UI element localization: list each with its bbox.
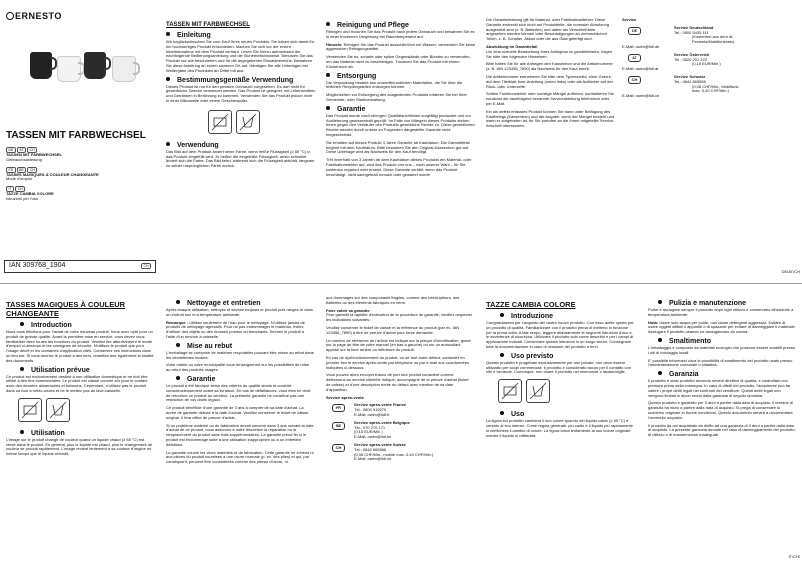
fr-sec-util: Utilisation: [6, 430, 154, 438]
fr-gar-text-2: Ce produit bénéficie d'une garantie de 3 ans à compter de sa date d'achat. La durée de garantie débute à la date d'achat. Veuillez conserver le ticket de caisse original. Il fera office de preuve d'achat.: [166, 405, 309, 420]
it-pul-text-2: Nota: Usare solo acqua per pulire, non usare detergenti aggressivi. Evitare di usare oggetti affilati o appuntiti o di spazzole per evitare di danneggiare il materiale. Asciugare il prodotto usando un asciugamano da cucina.: [648, 319, 796, 335]
de-garantie-text-3: Tritt innerhalb von 3 Jahren ab dem Kaufdatum dieses Produkts ein Material- oder Fabrikationsfehler auf, wird das Produkt von uns – nach unserer Wahl – für Sie kostenlos repariert oder ersetzt. Diese Garantie verfällt, wenn das Produkt beschädigt, nicht sachgemäß benutzt oder gewartet wurde.: [326, 157, 472, 177]
fr-c3-text-6: Vous pouvez alors envoyer franco de port tout produit considéré comme défectueux au service clientèle indiqué, accompagné de la preuve d'achat (ticket de caisse) et d'une description écrite du défaut avec mention de sa date d'apparition.: [326, 372, 469, 392]
flag-at: AT: [628, 54, 641, 62]
cover-items: [6, 147, 156, 202]
de-verwendung-text: Das Bild auf dem Produkt ändert seine Farbe, wenn heiße Flüssigkeit (≥ 55 °C) in das Produkt eingefüllt wird. Je heißer die eingefüllte Flüssigkeit, desto schneller ändert sich die Farbe. Das Bild kehrt, während sich die Flüssigkeit abkühlt, langsam zu seiner ursprünglichen Farbe zurück.: [166, 148, 315, 169]
brand-name: ERNESTO: [15, 11, 62, 21]
fr-service-ch: CH Service après-vente Suisse Tél.: 0842 665566 (0,08 CHF/Min., mobile max. 0,40 CHF/Min.) E-Mail: owim@lidl.ch: [326, 443, 474, 462]
de-reinigung-text-3: Verwenden Sie es, scharfe oder spitze Gegenstände oder Bürsten zu verwenden, um das Material nicht zu beschädigen. Trocknen Sie das Produkt mit einem Küchentuch ab.: [326, 54, 471, 69]
de-einleitung-text: Wir beglückwünschen Sie zum Kauf Ihres neuen Produkts. Sie haben sich damit für ein hochwertiges Produkt entschieden. Machen Sie sich vor der ersten Inbetriebnahme mit dem Produkt vertraut. Lesen Sie hierzu aufmerksam die nachfolgende Bedienungsanleitung und die Sicherheitshinweise. Benutzen Sie das Produkt nur wie beschrieben und für die angegebenen Einsatzbereiche. Bewahren Sie diese Anleitung an einem sicheren Ort auf. Händigen Sie alle Unterlagen bei Weitergabe des Produktes an Dritte mit aus.: [166, 39, 315, 73]
it-sec-prev: Uso previsto: [486, 353, 634, 361]
de-sec-verwendung: Verwendung: [166, 142, 316, 150]
flag-ch: CH: [332, 444, 345, 452]
fr-sec-nett: Nettoyage et entretien: [166, 300, 314, 308]
fr-rebut-text-2: Votre mairie ou votre municipalité vous renseigneront sur les possibilités de mise au rebut des produits usagés.: [166, 362, 309, 373]
de-entsorgung-text-1: Die Verpackung besteht aus umweltfreundlichen Materialien, die Sie über die örtlichen Recyclingstellen entsorgen können.: [326, 79, 463, 90]
de-service-heading: Service: [622, 17, 637, 22]
de-service-at: AT Service Österreich Tel.: 0820 201 222 (0,15 EUR/Min.) E-Mail: owim@lidl.at: [622, 51, 721, 72]
it-col-1: [486, 300, 634, 441]
it-sec-gar: Garanzia: [648, 371, 796, 379]
it-uso-text: La figura sul prodotto cambierà il suo colore quando del liquido caldo (≥ 55 °C) è versato al suo interno. Come regola generale, più caldo è il liquido più rapidamente si verificherà il cambio di colore. La figura torna lentamente al suo colore originale mentre il liquido si raffredda.: [486, 418, 633, 438]
mug-image-black-2: [84, 52, 106, 79]
flag-de: DE: [628, 27, 641, 35]
flag-ch: CH: [27, 147, 37, 153]
it-icons: [486, 379, 634, 405]
flag-be: BE: [332, 422, 345, 430]
it-sec-uso: Uso: [486, 411, 634, 419]
brand-logo: [6, 11, 62, 21]
it-intro-text: Congratulazioni per l'acquisto del vostro nuovo prodotto. Con esso avete optato per un prodotto di qualità. Familiarizzare con il prodotto prima di metterlo in funzione per la prima volta. A tale scopo, leggere attentamente le seguenti istruzioni d'uso e le avvertenze di sicurezza. Utilizzare il prodotto solo come descritto e per i campi di applicazione indicati. Conservare queste istruzioni in un luogo sicuro. Consegnare tutta la documentazione in caso di cessione del prodotto a terzi.: [486, 320, 634, 349]
de-col3-heading: Abwicklung im Garantiefall: [486, 43, 538, 49]
ian-box: [4, 260, 156, 273]
de-footer: DE/AT/CH: [781, 269, 800, 274]
de-entsorgung-text-2: Möglichkeiten zur Entsorgung des ausgedienten Produkts erfahren Sie bei Ihrer Gemeinde- oder Stadtverwaltung.: [326, 92, 467, 102]
fr-c3-text-5: En cas de dysfonctionnement du produit, ou de tout autre défaut, contactez en premier lieu le service après-vente par téléphone ou par e-mail aux coordonnées indiquées ci-dessous.: [326, 354, 469, 370]
flag-fr: FR: [6, 167, 16, 173]
cover-panel: [0, 0, 160, 278]
de-service-de: DE Service Deutschland Tel.: 0800 5435 111 (Kostenfrei aus dem dt. Festnetz/Mobilfunknetz) E-Mail: owim@lidl.de: [622, 24, 735, 49]
it-sec-intro: Introduzione: [486, 313, 634, 321]
no-dishwasher-icon: [236, 110, 260, 134]
fr-nett-text-2: Remarque : Utilisez seulement de l'eau pour le nettoyage. N'utilisez jamais de produits de nettoyage agressifs. Pour ne pas endommager le matériau, évitez d'utiliser des objets ou des brosses pointus ou tranchants. Séchez le produit à l'aide d'un torchon à vaisselle.: [166, 319, 305, 339]
de-col3-text-4: Die Artikelnummer entnehmen Sie bitte dem Typenschild, einer Gravur, auf dem Titelblatt Ihrer Anleitung (unten links) oder als Aufkleber auf der Rück- oder Unterseite.: [486, 73, 613, 89]
flag-ch: CH: [15, 186, 25, 192]
de-service-ch: CH Service Schweiz Tel.: 0842 665566 (0,08 CHF/Min., Mobilfunk max. 0,40 CHF/Min.) E-Mail: owim@lidl.ch: [622, 73, 739, 99]
it-smalt-text-1: L'imballaggio è composto da materiali ecologici che possono essere smaltiti presso i siti di riciclaggio locali.: [648, 344, 796, 355]
de-col-3: [486, 18, 616, 132]
de-col3-text-2: Um eine schnelle Bearbeitung Ihres Anliegens zu gewährleisten, folgen Sie bitte den folgenden Hinweisen:: [486, 48, 613, 59]
fr-col-2: [166, 300, 314, 468]
de-col-2: [326, 22, 476, 180]
fr-service-heading: Service après-vente: [326, 394, 364, 400]
fr-util-text: L'image sur le produit change de couleur quand un liquide chaud (≥ 55 °C) est versé dans le produit. En général, plus le liquide est chaud, plus le changement de couleur se produit rapidement. L'image revient lentement à sa couleur d'origine en même temps que le liquide refroidit.: [6, 436, 153, 457]
cover-item-fr-sub: Mode d'emploi: [6, 176, 32, 182]
mug-image-white-2: [112, 56, 136, 82]
cover-item-it-sub: Istruzioni per l'uso: [6, 195, 39, 201]
de-reinigung-text-1: Reinigen und trocknen Sie das Produkt nach jedem Gebrauch und bewahren Sie es in einer trockenen Umgebung bei Raumtemperatur auf.: [326, 29, 475, 39]
fr-c3-text-1: aux dommages sur des composants fragiles, comme des interrupteurs, des batteries ou des éléments fabriqués en verre.: [326, 295, 460, 305]
de-garantie-text-1: Das Produkt wurde nach strengen Qualitätsrichtlinien sorgfältig produziert und vor Auslieferung gewissenhaft geprüft. Im Falle von Mängeln dieses Produkts stehen Ihnen gegen den Verkäufer des Produkts gesetzliche Rechte zu. Diese gesetzlichen Rechte werden durch unsere im Folgenden dargestellte Garantie nicht eingeschränkt.: [326, 112, 475, 137]
flag-fr: FR: [332, 404, 345, 412]
fr-c3-text-4: Le numéro de référence de l'article est indiqué sur la plaque d'identification, gravé sur la page de titre de votre manuel (en bas à gauche) ou sur un autocollant apposé sur la face arrière ou inférieure du produit.: [326, 337, 471, 353]
de-col-1: [166, 22, 316, 172]
de-sec-entsorgung: Entsorgung: [326, 73, 476, 81]
fr-icons: [6, 398, 154, 424]
brand-mark-icon: [6, 12, 14, 20]
it-sec-pul: Pulizia e manutenzione: [648, 300, 796, 308]
fr-gar-text-1: Le produit a été fabriqué selon des critères de qualité stricts et contrôlé consciencieusement avant sa livraison. En cas de défaillances, vous êtes en droit de retourner ce produit au vendeur. La présente garantie ne constitue pas une restriction de vos droits légaux.: [166, 382, 311, 403]
de-icons: [166, 110, 316, 136]
it-gar-text-2: Questo prodotto è garantito per 3 anni a partire dalla data di acquisto. Il termine di garanzia ha inizio a partire dalla data di acquisto. Si prega di conservare lo scontrino originale in buone condizioni. Questo documento servirà a documentare l'avvenuto acquisto.: [648, 400, 793, 420]
mug-image-black: [30, 52, 52, 79]
fr-sec-usage: Utilisation prévue: [6, 367, 154, 375]
fr-service-be: BE Service après-vente Belgique Tél.: 070 270 171 (0,15 EUR/Min.) E-Mail: owim@lidl.be: [326, 421, 474, 440]
it-sec-smalt: Smaltimento: [648, 338, 796, 346]
it-gar-text-3: Il prodotto da noi acquistato dà diritto ad una garanzia di 3 anni a partire dalla data di acquisto. La presente garanzia decade nel caso di danneggiamento del prodotto, di utilizzo o di manutenzione inadeguati.: [648, 422, 796, 438]
flag-at: AT: [17, 147, 26, 153]
de-sec-reinigung: Reinigung und Pflege: [326, 22, 476, 30]
cover-item-de: TASSEN MIT FARBWECHSEL: [6, 152, 62, 157]
no-microwave-icon: [498, 379, 522, 403]
flag-ch: CH: [27, 167, 37, 173]
fr-gar-text-4: La garantie couvre les vices matériels et de fabrication. Cette garantie ne s'étend ni aux pièces du produit soumises à une usure normale (p. ex. des piles) et qui, par conséquent, peuvent être considérées comme des pièces d'usure, ni: [166, 449, 314, 465]
divider: [0, 283, 802, 284]
fr-col-3: [326, 296, 474, 462]
fr-col-1: [6, 300, 154, 460]
fr-usage-text: Ce produit est exclusivement destiné à une utilisation domestique et ne doit être utilisé à des fins commerciales. Le produit est classé comme sûr pour le contact avec des denrées alimentaires et boissons. Cependant, n'utilisez pas le produit dans un four à micro-ondes et ne le mettez pas au lave-vaisselle.: [6, 373, 148, 393]
fr-sec-gar: Garantie: [166, 376, 314, 384]
mug-image-white: [57, 56, 81, 82]
ian-number: IAN 309768_1904: [9, 262, 66, 269]
ian-flag: CH: [141, 263, 151, 269]
de-sec-einleitung: Einleitung: [166, 32, 316, 40]
it-heading: TAZZE CAMBIA COLORE: [486, 300, 576, 309]
no-dishwasher-icon: [526, 379, 550, 403]
fr-heading: TASSES MAGIQUES À COULEUR CHANGEANTE: [6, 300, 126, 318]
no-microwave-icon: [18, 398, 42, 422]
de-reinigung-text-2: Hinweis: Reinigen Sie das Produkt ausschließlich mit Wasser; verwenden Sie keine aggressiven Reinigungsmittel.: [326, 41, 476, 52]
fr-c3-text-2: Pour garantir la rapidité d'exécution de la procédure de garantie, veuillez respecter les indications suivantes :: [326, 312, 473, 323]
fr-c3-heading: Faire valoir sa garantie: [326, 307, 370, 313]
it-prev-text: Questo prodotto è progettato esclusivamente per uso privato; non deve essere utilizzato per scopi commerciali. Il prodotto è considerato sicuro per il contatto con cibi e bevande. Comunque, non usare il prodotto nel microonde o lavastoviglie.: [486, 359, 631, 375]
de-bestimmung-text: Dieses Produkt ist nur für den privaten Gebrauch vorgesehen. Es darf nicht für gewerbliche Zwecke verwendet werden. Das Produkt ist geeignet, mit Lebensmitteln und Getränken in Berührung zu kommen. Verwenden Sie das Produkt jedoch nicht in einer Mikrowelle oder einem Geschirrspüler.: [166, 83, 316, 103]
de-col3-text-6: Ein als defekt erfasstes Produkt können Sie dann unter Beifügung des Kaufbelegs (Kassenbon) und der Angabe, worin der Mangel besteht und wann er aufgetreten ist, für Sie portofrei an die Ihnen mitgeteilte Service-Anschrift übersenden.: [486, 108, 615, 129]
it-footer: IT/CH/: [788, 554, 800, 559]
flag-be: BE: [17, 167, 27, 173]
cover-item-de-sub: Gebrauchsanleitung: [6, 156, 42, 162]
it-pul-text-1: Pulire e asciugare sempre il prodotto dopo ogni utilizzo e conservarlo all'asciutto a temperatura ambiente.: [648, 307, 794, 317]
no-dishwasher-icon: [46, 398, 70, 422]
de-garantie-text-2: Sie erhalten auf dieses Produkt 3 Jahre Garantie ab Kaufdatum. Die Garantiefrist beginnt mit dem Kaufdatum. Bitte bewahren Sie den Original-Kassenbon gut auf. Diese Unterlage wird als Nachweis für den Kauf benötigt.: [326, 139, 470, 155]
fr-c3-text-3: Veuillez conserver le ticket de caisse et la référence du produit (par ex. IAN 123456_7890) à titre de preuve d'achat pour toute demande.: [326, 324, 460, 335]
flag-it: IT: [6, 186, 14, 192]
cover-item-it: TAZZE CAMBIA COLORE: [6, 191, 54, 197]
it-smalt-text-2: E' possibile informarsi circa le possibilità di smaltimento del prodotto usato presso l'amministrazione comunale o cittadina.: [648, 357, 793, 368]
fr-sec-rebut: Mise au rebut: [166, 343, 314, 351]
de-col3-text-3: Bitte halten Sie für alle Anfragen den Kassenbon und die Artikelnummer (z. B. IAN 123456_7890) als Nachweis für den Kauf bereit.: [486, 61, 613, 72]
it-gar-text-1: Il prodotto è stato prodotto secondo severe direttive di qualità, e controllato con premura prima della consegna. In caso di difetti del prodotto, l'acquirente può far valere i propri diritti legali nei confronti del venditore. Questi diritti legali non vengono limitati in alcun modo dalla garanzia di seguito riportata.: [648, 378, 791, 398]
fr-sec-intro: Introduction: [6, 322, 154, 330]
flag-ch: CH: [628, 76, 641, 84]
de-col3-text-1: Die Garantieleistung gilt für Material- oder Fabrikationsfehler. Diese Garantie erstreckt sich nicht auf Produktteile, die normaler Abnutzung ausgesetzt sind (z. B. Batterien) und daher als Verschleißteile angesehen werden können oder Beschädigungen an zerbrechlichen Teilen, z. B. Schalter, Akkus oder die aus Glas gefertigt sind.: [486, 17, 609, 42]
fr-gar-text-3: Si un problème matériel ou de fabrication devait survenir dans 3 ans suivant la date d'achat de ce produit, nous assurons à notre discrétion la réparation ou le remplacement du produit sans frais supplémentaires. La garantie prend fin si le produit est endommagé suite à une utilisation inappropriée ou à un entretien défaillant.: [166, 422, 314, 447]
fr-service-fr: FR Service après-vente France Tél.: 0800 919270 E-Mail: owim@lidl.fr: [326, 403, 474, 417]
fr-intro-text: Nous vous félicitons pour l'achat de votre nouveau produit. Vous avez opté pour un produit de grande qualité. Avant la première mise en service, vous devez vous familiariser avec toutes les fonctions du produit. Veuillez lire attentivement le mode d'emploi ci-dessous et les consignes de sécurité. N'utilisez le produit que pour l'usage décrit et les domaines d'application cités. Conservez ces instructions dans un lieu sûr. Si vous donnez le produit à des tiers, remettez-leur également la totalité des documents.: [6, 329, 154, 363]
flag-de: DE: [6, 147, 16, 153]
de-col3-text-5: Sollten Funktionsfehler oder sonstige Mängel auftreten, kontaktieren Sie zunächst die nachfolgend benannte Serviceabteilung telefonisch oder per E-Mail.: [486, 91, 614, 106]
cover-item-fr: TASSES MAGIQUES À COULEUR CHANGEANTE: [6, 171, 99, 177]
de-service: [622, 18, 742, 99]
cover-title: TASSEN MIT FARBWECHSEL: [6, 130, 146, 141]
de-sec-bestimmung: Bestimmungsgemäße Verwendung: [166, 77, 316, 85]
de-heading: TASSEN MIT FARBWECHSEL: [166, 22, 250, 28]
fr-nett-text-1: Après chaque utilisation, nettoyez et séchez toujours le produit puis rangez-le dans un endroit sec et à température ambiante.: [166, 307, 313, 317]
de-sec-garantie: Garantie: [326, 106, 476, 114]
fr-rebut-text-1: L'emballage se compose de matières recyclables pouvant être mises au rebut dans les déchetteries locales.: [166, 349, 314, 360]
no-microwave-icon: [208, 110, 232, 134]
it-col-2: [648, 300, 796, 441]
